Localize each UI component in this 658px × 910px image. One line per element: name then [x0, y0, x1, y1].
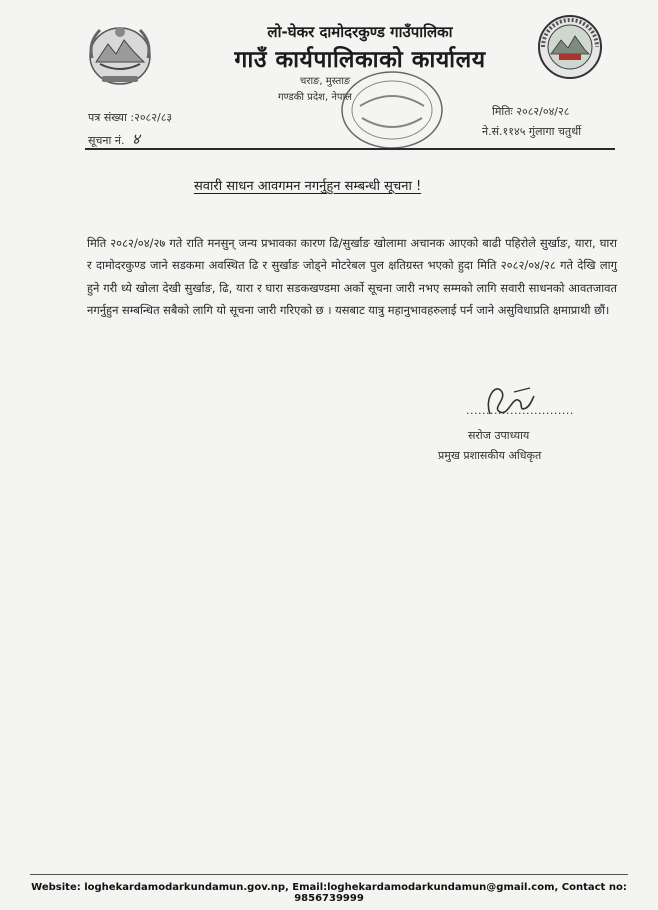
signatory-name: सरोज उपाध्याय	[468, 429, 530, 442]
notice-number-label: सूचना नं.	[88, 134, 125, 147]
office-stamp-icon	[330, 66, 450, 154]
office-name: गाउँ कार्यपालिकाको कार्यालय	[234, 47, 486, 73]
footer-divider	[30, 874, 628, 875]
municipality-logo-icon	[537, 14, 603, 80]
notice-body: मिति २०८२/०४/२७ गते राति मनसुन् जन्य प्रभावका कारण ढि/सुर्खाङ खोलामा अचानक आएको बाढी पहिरोले सुर्खाङ, यारा, घारा र दामोदरकुण्ड जाने सडकमा अवस्थित ढि र सुर्खाङ जोड्ने मोटरेबल पुल क्षतिग्रस्त भएको हुदा मिति २०८२/०४/२८ गते देखि लागु हुने गरी ध्ये खोला देखी सुर्खाङ, ढि, यारा र घारा सडकखण्डमा अर्को सूचना जारी नभए सम्मको लागि सवारी साधनको आवतजावत नगर्नुहुन सम्बन्धित सबैको लागि यो सूचना जारी गरिएको छ । यसबाट यात्रु महानुभावहरुलाई पर्न जाने असुविधाप्रति क्षमाप्राथी छौं।	[87, 236, 617, 318]
notice-date: मितिः २०८२/०४/२८	[492, 105, 570, 118]
municipality-name: लो-घेकर दामोदरकुण्ड गाउँपालिका	[267, 23, 453, 41]
office-address: चराङ, मुस्ताङ	[300, 76, 351, 87]
footer-contact: Website: loghekardamodarkundamun.gov.np, Email:loghekardamodarkundamun@gmail.com, Contact no: 9856739999	[31, 882, 627, 904]
notice-number	[88, 129, 140, 149]
notice-number-value: ४	[131, 130, 140, 148]
office-province: गण्डकी प्रदेश, नेपाल	[278, 92, 352, 103]
header-divider	[85, 148, 615, 150]
nepal-emblem-icon	[82, 18, 158, 88]
notice-subject: सवारी साधन आवगमन नगर्नुहुन सम्बन्धी सूचना !	[194, 179, 422, 194]
reference-number: पत्र संख्या :२०८२/८३	[88, 111, 173, 124]
signature-line: ...........................	[466, 404, 574, 417]
nepal-sambat-date: ने.सं.११४५ गुंलागा चतुर्थी	[482, 125, 582, 138]
signatory-title: प्रमुख प्रशासकीय अधिकृत	[438, 449, 542, 462]
